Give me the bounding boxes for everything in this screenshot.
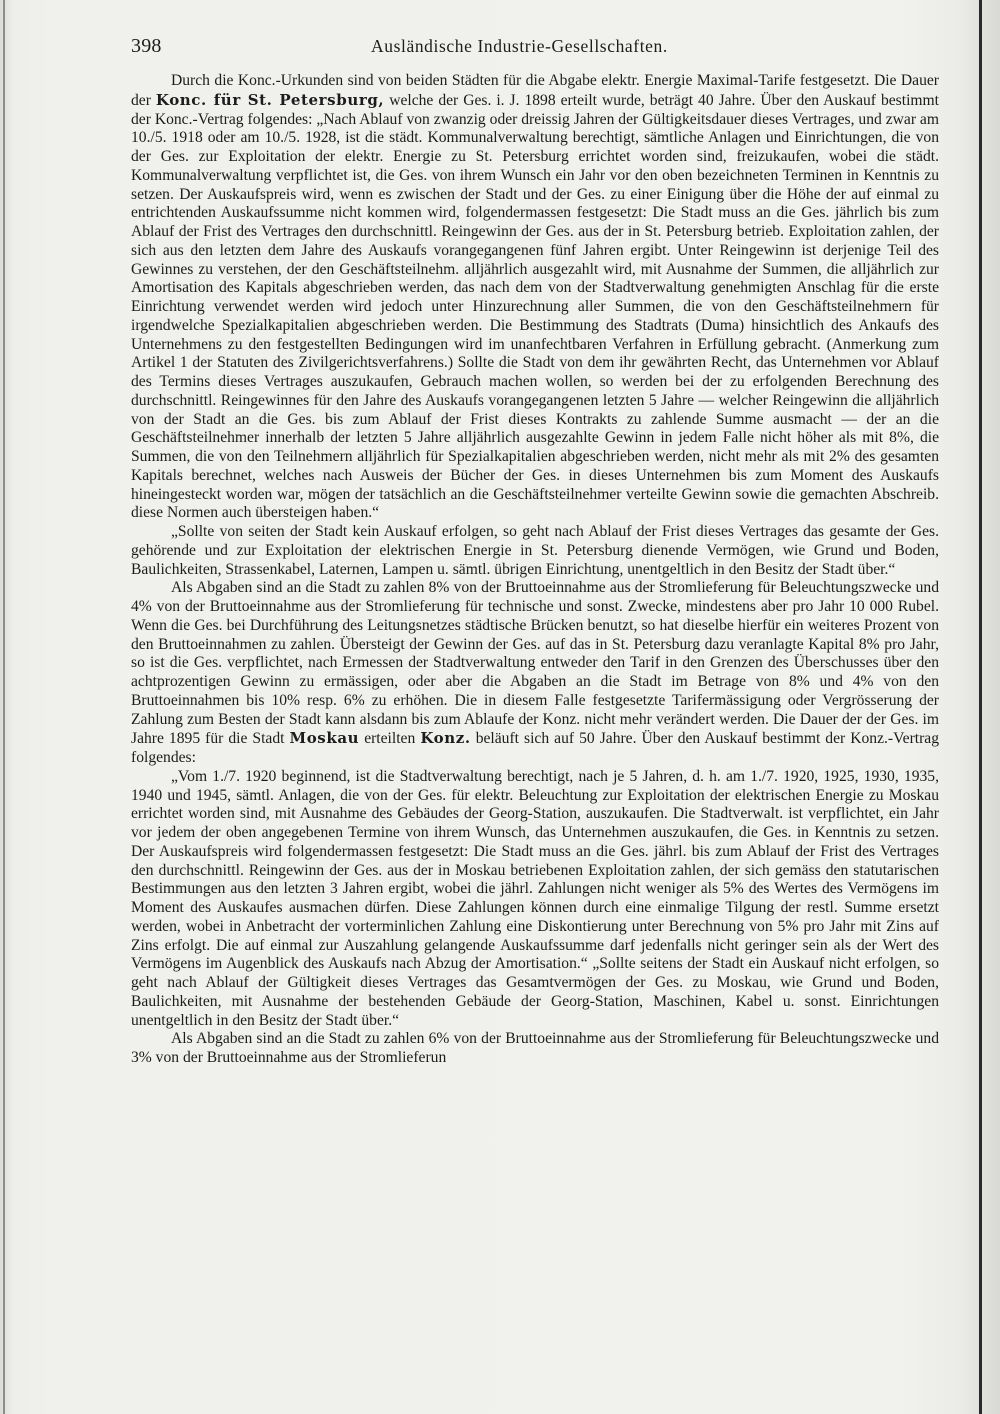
paragraph-petersburg-concession (131, 72, 939, 523)
text-segment: welche der Ges. i. J. 1898 erteilt wurde, beträgt 40 Jahre. Über den Auskauf bestimmt der Konc.-Vertrag folgendes: „Nach Ablauf von zwanzig oder dreissig Jahren der Gültigkeitsdauer dieses Vertrages, und zwar am 10./5. 1918 oder am 10./5. 1928, ist die städt. Kommunalverwaltung berechtigt, sämtliche Anlagen und Einrichtungen, die von der Ges. zur Exploitation der elektr. Energie zu St. Petersburg errichtet worden sind, freizukaufen, wobei die städt. Kommunalverwaltung verpflichtet ist, die Ges. von ihrem Wunsch ein Jahr vor den oben bezeichneten Terminen in Kenntnis zu setzen. Der Auskaufspreis wird, wenn es zwischen der Stadt und der Ges. zu einer Einigung über die Höhe der auf einmal zu entrichtenden Auskaufssumme nicht kommen wird, folgendermassen festgesetzt: Die Stadt muss an die Ges. jährlich bis zum Ablauf der Frist des Vertrages den durchschnittl. Reingewinn der Ges. aus der in St. Petersburg betrieb. Exploitation zahlen, der sich aus den letzten dem Jahre des Auskaufs vorangegangenen fünf Jahren ergibt. Unter Reingewinn ist derjenige Teil des Gewinnes zu verstehen, der den Geschäftsteilnehm. alljährlich ausgezahlt wird, mit Ausnahme der Summen, die alljährlich zur Amortisation des Kapitals abgeschrieben werden, das nach dem von der Stadtverwaltung genehmigten Anschlag für die erste Einrichtung verwendet werden wird jedoch unter Hinzurechnung aller Summen, die von den Geschäftsteilnehmern für irgendwelche Spezialkapitalien abgeschrieben werden. Die Bestimmung des Stadtrats (Duma) hinsichtlich des Ankaufs des Unternehmens zu den festgestellten Bedingungen wird im unanfechtbaren Verfahren in Erfüllung gebracht. (Anmerkung zum Artikel 1 der Statuten des Zivilgerichtsverfahrens.) Sollte die Stadt von dem ihr gewährten Recht, das Unternehmen vor Ablauf des Termins dieses Vertrages auszukaufen, Gebrauch machen wollen, so werden bei der zu erfolgenden Berechnung des durchschnittl. Reingewinnes für den Jahre des Auskaufs vorangegangenen letzten 5 Jahre — welcher Reingewinn die alljährlich von der Stadt an die Ges. bis zum Ablauf der Frist dieses Kontrakts zu zahlende Summe ausmacht — der an die Geschäftsteilnehmer innerhalb der letzten 5 Jahre alljährlich ausgezahlte Gewinn in jedem Falle nicht höher als mit 8%, die Summen, die von den Teilnehmern alljährlich für Spezialkapitalien abgeschrieben werden, nicht mehr als mit 2% des gesamten Kapitals berechnet, welches nach Ausweis der Bücher der Ges. in dieses Unternehmen bis zum Moment des Auskaufs hineingesteckt worden war, mögen der tatsächlich an die Geschäftsteilnehmer verteilte Gewinn sowie die gemachten Abschreib. diese Normen auch übersteigen haben.“ (131, 91, 939, 522)
bold-heading-moskau: Moskau (289, 729, 360, 748)
running-title: Ausländische Industrie-Gesellschaften. (371, 36, 668, 56)
page-right-edge (979, 0, 982, 1414)
page-number: 398 (131, 35, 162, 57)
text-segment: Durch die Konc.-Urkunden sind von beiden Städten für die Abgabe elektr. Energie Maximal-Tarife festgesetzt. Die Dauer der (131, 72, 939, 109)
page-left-edge (3, 0, 5, 1414)
paragraph-petersburg-no-buyout (131, 523, 939, 579)
text-segment: Als Abgaben sind an die Stadt zu zahlen 6% von der Bruttoeinnahme aus der Stromlieferung für Beleuchtungszwecke und 3% von der Bruttoeinnahme aus der Stromlieferun (131, 1030, 939, 1066)
body-text (131, 72, 939, 1068)
text-segment: erteilten (359, 730, 421, 748)
paragraph-moskau-levies (131, 1030, 939, 1068)
page-header (131, 33, 945, 61)
text-segment: Als Abgaben sind an die Stadt zu zahlen 8% von der Bruttoeinnahme aus der Stromlieferung für Beleuchtungszwecke und 4% von der Bruttoeinnahme aus der Stromlieferung für technische und sonst. Zwecke, mindestens aber pro Jahr 10 000 Rubel. Wenn die Ges. bei Durchführung des Leitungsnetzes städtische Brücken benutzt, so hat dieselbe hierfür ein weiteres Prozent von den Bruttoeinnahmen zu zahlen. Übersteigt der Gewinn der Ges. auf das in St. Petersburg dazu veranlagte Kapital 8% pro Jahr, so ist die Ges. verpflichtet, nach Ermessen der Stadtverwaltung entweder den Tarif in den Grenzen des Überschusses über den achtprozentigen Gewinn zu ermässigen, oder aber die Abgaben an die Stadt im Betrage von 8% und 4% von den Bruttoeinnahmen bis 10% resp. 6% zu erhöhen. Die in diesem Falle festgesetzte Tarifermässigung oder Vergrösserung der Zahlung zum Besten der Stadt kann alsdann bis zum Ablaufe der Konz. nicht mehr verändert werden. Die Dauer der der Ges. im Jahre 1895 für die Stadt (131, 579, 939, 748)
bold-heading-petersburg: Konc. für St. Petersburg, (155, 90, 385, 109)
text-segment: beläuft sich auf 50 Jahre. Über den Auskauf bestimmt der Konz.-Vertrag folgendes: (131, 730, 939, 766)
text-segment: „Vom 1./7. 1920 beginnend, ist die Stadtverwaltung berechtigt, nach je 5 Jahren, d. h. am 1./7. 1920, 1925, 1930, 1935, 1940 und 1945, sämtl. Anlagen, die von der Ges. für elektr. Beleuchtung zur Exploitation der elektrischen Energie zu Moskau errichtet worden sind, mit Ausnahme des Gebäudes der Georg-Station, auszukaufen. Die Stadtverwalt. ist verpflichtet, ein Jahr vor jedem der oben angegebenen Termine von ihrem Wunsch, das Unternehmen auszukaufen, die Ges. in Kenntnis zu setzen. Der Auskaufspreis wird folgendermassen festgesetzt: Die Stadt muss an die Ges. jährl. bis zum Ablauf der Frist des Vertrages den durchschnittl. Reingewinn der Ges. aus der in Moskau betriebenen Exploitation zahlen, der sich gemäss den statutarischen Bestimmungen aus den letzten 3 Jahren ergibt, wobei die jährl. Zahlungen nicht weniger als 5% des Wertes des Vermögens im Moment des Auskaufes ausmachen dürfen. Diese Zahlungen können durch eine einmalige Tilgung der restl. Summe ersetzt werden, wobei in Anbetracht der vorterminlichen Zahlung eine Diskontierung unter Berechnung von 5% pro Jahr mit Zins auf Zins erfolgt. Die auf einmal zur Auszahlung gelangende Auskaufssumme darf jedenfalls nicht geringer sein als der Wert des Vermögens im Augenblick des Auskaufs nach Abzug der Amortisation.“ „Sollte seitens der Stadt ein Auskauf nicht erfolgen, so geht nach Ablauf der Gültigkeit dieses Vertrages das Gesamtvermögen der Ges. zu Moskau, wie Grund und Boden, Baulichkeiten, mit Ausnahme der bestehenden Gebäude der Georg-Station, Maschinen, Kabel u. sonst. Einrichtungen unentgeltlich in den Besitz der Stadt über.“ (131, 767, 939, 1029)
paragraph-moskau-buyout (131, 768, 939, 1031)
bold-heading-konz: Konz. (420, 729, 471, 748)
text-segment: „Sollte von seiten der Stadt kein Auskauf erfolgen, so geht nach Ablauf der Frist dieses Vertrages das gesamte der Ges. gehörende und zur Exploitation der elektrischen Energie in St. Petersburg dienende Vermögen, wie Grund und Boden, Baulichkeiten, Strassenkabel, Laternen, Lampen u. sämtl. übrigen Einrichtung, unentgeltlich in den Besitz der Stadt über.“ (131, 523, 939, 578)
paragraph-petersburg-levies (131, 579, 939, 768)
